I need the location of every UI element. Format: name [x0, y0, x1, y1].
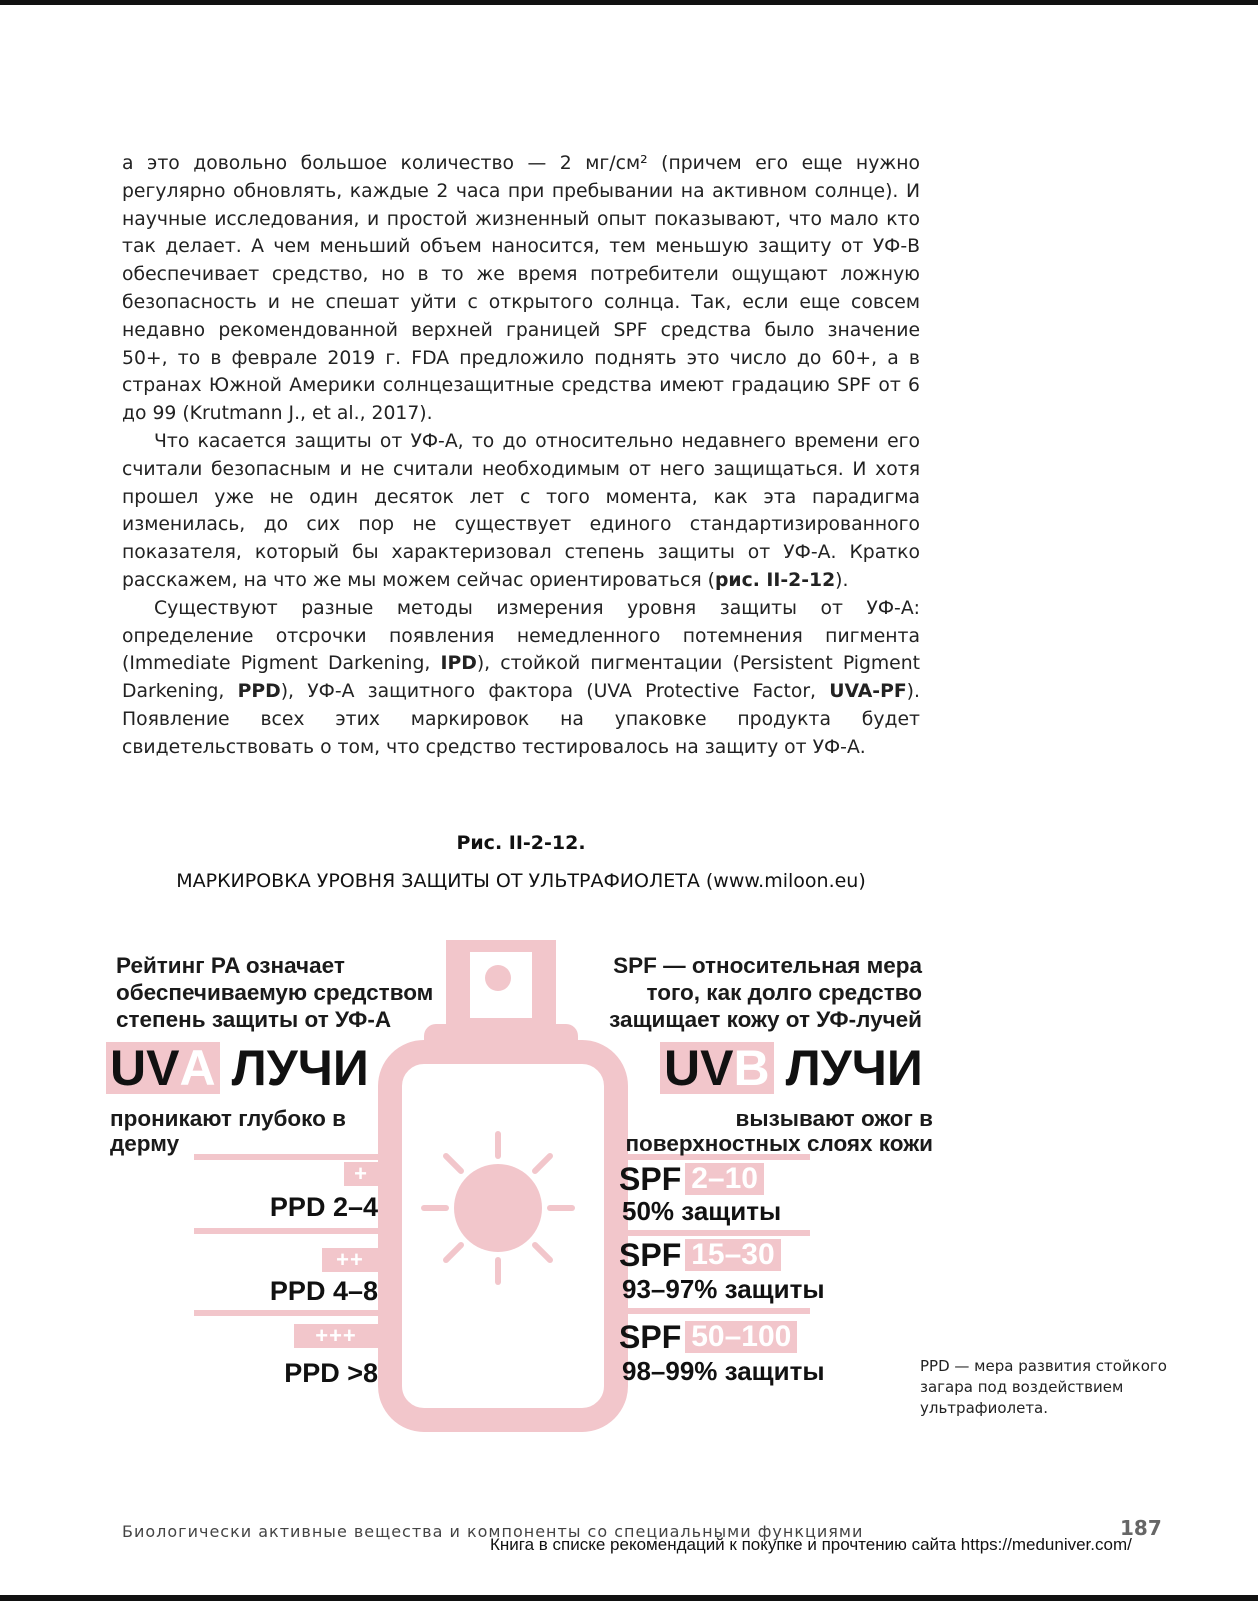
figure-reference: рис. II-2-12 — [714, 569, 836, 591]
spf-protection-1: 50% защиты — [622, 1196, 782, 1226]
divider-line — [194, 1310, 394, 1316]
page-number: 187 — [1120, 1516, 1162, 1540]
paragraph-3-text-b: ), стойкой пигментации (Persistent Pigment Darkening, — [122, 653, 921, 703]
uv-infographic — [100, 940, 1167, 1460]
spf-range: 2–10 — [685, 1163, 764, 1195]
uva-uv-text: UV — [110, 1040, 180, 1096]
paragraph-2-end: ). — [835, 569, 849, 591]
uvb-description: вызывают ожог в поверхностных слоях кожи — [625, 1106, 933, 1156]
spf-protection-3: 98–99% защиты — [622, 1356, 825, 1386]
spf-note: SPF — относительная мера того, как долго средство защищает кожу от УФ-лучей — [609, 953, 922, 1032]
paragraph-3-text-c: ), УФ-А защитного фактора (UVA Protective Factor, — [280, 681, 830, 703]
running-footer: Биологически активные вещества и компоненты со специальными функциями — [122, 1522, 864, 1541]
pa-rating-note: Рейтинг PA означает обеспечиваемую средством степень защиты от УФ-А — [116, 953, 434, 1032]
ppd-label-2: PPD 4–8 — [269, 1276, 378, 1306]
spf-word: SPF — [619, 1236, 682, 1273]
ppd-footnote: PPD — мера развития стойкого загара под воздействием ультрафиолета. — [920, 1357, 1167, 1417]
ppd-label-3: PPD >8 — [284, 1358, 378, 1388]
paragraph-1: а это довольно большое количество — 2 мг/см² (причем его еще нужно регулярно обновлять, каждые 2 часа при пребывании на активном солнце). И научные исследования, и простой жизненный опыт показывают, что мало кто так делает. А чем меньший объем наносится, тем меньшую защиту от УФ-В обеспечивает средство, но в то же время потребители ощущают ложную безопасность и не спешат уйти с открытого солнца. Так, если еще совсем недавно рекомендованной верхней границей SPF средства было значение 50+, то в феврале 2019 г. FDA предложило поднять это число до 60+, а в странах Южной Америки солнцезащитные средства имеют градацию SPF от 6 до 99 (Krutmann J., et al., 2017). — [122, 153, 920, 425]
divider-line — [612, 1230, 810, 1236]
uva-rays-title — [106, 1040, 369, 1096]
spf-range: 50–100 — [685, 1321, 797, 1353]
uvb-uv-text: UV — [664, 1040, 734, 1096]
spf-protection-2: 93–97% защиты — [622, 1274, 825, 1304]
ipd-term: IPD — [440, 653, 477, 675]
uva-badge — [106, 1042, 220, 1094]
body-text — [122, 150, 920, 762]
spf-row-1 — [619, 1162, 764, 1196]
ppd-term: PPD — [237, 681, 281, 703]
uvb-rays-word: ЛУЧИ — [785, 1040, 923, 1096]
divider-line — [612, 1308, 810, 1314]
paragraph-2 — [122, 428, 920, 595]
site-note: Книга в списке рекомендаций к покупке и прочтению сайта https://meduniver.com/ — [490, 1535, 1132, 1554]
spf-range: 15–30 — [685, 1239, 780, 1271]
ppd-badge-3: +++ — [294, 1324, 378, 1348]
spf-word: SPF — [619, 1318, 682, 1355]
spf-row-3 — [619, 1320, 797, 1354]
uva-rays-word: ЛУЧИ — [231, 1040, 369, 1096]
figure-title: МАРКИРОВКА УРОВНЯ ЗАЩИТЫ ОТ УЛЬТРАФИОЛЕТА (www.miloon.eu) — [176, 870, 866, 892]
top-border — [0, 0, 1258, 5]
figure-number: Рис. II-2-12. — [456, 832, 586, 854]
paragraph-2-text: Что касается защиты от УФ-А, то до относительно недавнего времени его считали безопасным и не считали необходимым от него защищаться. И хотя прошел уже не один десяток лет с того момента, как эта парадигма изменилась, до сих пор не существует единого стандартизированного показателя, который бы характеризовал степень защиты от УФ-А. Кратко расскажем, на что же мы можем сейчас ориентироваться ( — [122, 430, 920, 591]
paragraph-3-text-d: ). Появление всех этих маркировок на упаковке продукта будет свидетельствовать о том, что средство тестировалось на защиту от УФ-А. — [122, 681, 920, 758]
uvb-rays-title — [660, 1040, 923, 1096]
ppd-label-1: PPD 2–4 — [269, 1192, 378, 1222]
uvb-letter: B — [733, 1040, 770, 1096]
paragraph-3 — [122, 595, 920, 762]
spf-word: SPF — [619, 1160, 682, 1197]
spf-row-2 — [619, 1238, 781, 1272]
uva-pf-term: UVA-PF — [829, 681, 907, 703]
uva-description: проникают глубоко в дерму — [110, 1106, 346, 1156]
uva-letter: A — [179, 1040, 216, 1096]
ppd-badge-1: + — [344, 1162, 378, 1186]
ppd-badge-2: ++ — [322, 1248, 378, 1272]
paragraph-3-text-a: Существуют разные методы измерения уровня защиты от УФ-А: определение отсрочки появления немедленного потемнения пигмента (Immediate Pigment Darkening, — [122, 597, 920, 675]
divider-line — [194, 1228, 394, 1234]
uvb-badge — [660, 1042, 774, 1094]
bottom-border — [0, 1595, 1258, 1601]
